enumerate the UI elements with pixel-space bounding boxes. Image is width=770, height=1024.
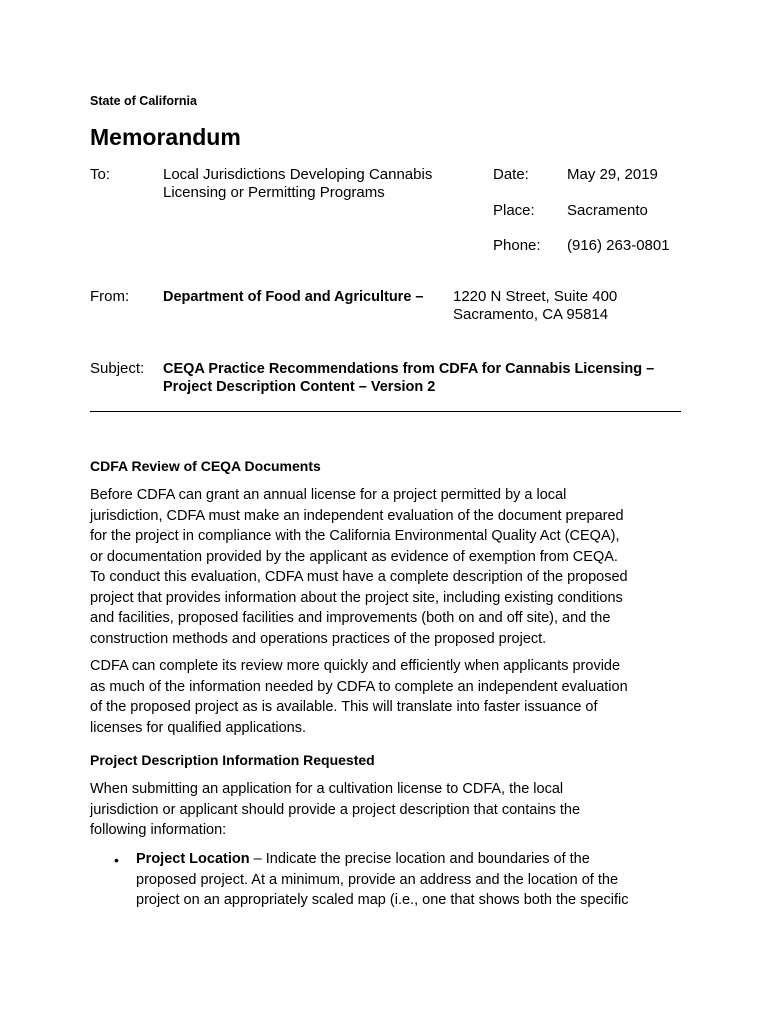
paragraph-line: jurisdiction or applicant should provide a project description that contains the: [90, 801, 581, 818]
bullet-line-1-rest: – Indicate the precise location and boundaries of the: [249, 851, 590, 867]
address-line-1: 1220 N Street, Suite 400: [453, 288, 618, 305]
bullet-term: Project Location: [136, 851, 250, 867]
bullet-line: project on an appropriately scaled map (i.e., one that shows both the specific: [136, 892, 629, 908]
paragraph-line: When submitting an application for a cultivation license to CDFA, the local: [90, 781, 564, 797]
paragraph-line: To conduct this evaluation, CDFA must have a complete description of the proposed: [90, 569, 628, 585]
bullet-line: proposed project. At a minimum, provide an address and the location of the: [136, 871, 619, 888]
paragraph-line: Before CDFA can grant an annual license for a project permitted by a local: [90, 487, 567, 503]
paragraph-line: for the project in compliance with the California Environmental Quality Act (CEQA),: [90, 528, 620, 544]
paragraph-line: jurisdiction, CDFA must make an independent evaluation of the document prepared: [90, 507, 624, 524]
paragraph-faster-review: [90, 656, 690, 738]
paragraph-line: following information:: [90, 822, 227, 838]
paragraph-line: of the proposed project as is available. This will translate into faster issuance of: [90, 699, 598, 715]
date-label: Date:: [493, 166, 529, 183]
paragraph-review-requirements: [90, 485, 690, 649]
section-heading-cdfa-review: CDFA Review of CEQA Documents: [90, 458, 321, 474]
date-value: May 29, 2019: [567, 166, 658, 183]
from-department: Department of Food and Agriculture –: [163, 289, 424, 305]
paragraph-line: as much of the information needed by CDFA to complete an independent evaluation: [90, 678, 628, 695]
section-heading-project-description: Project Description Information Requested: [90, 752, 375, 768]
address-line-2: Sacramento, CA 95814: [453, 306, 609, 323]
state-label: State of California: [90, 94, 197, 108]
paragraph-submission-instructions: [90, 779, 690, 841]
from-label: From:: [90, 288, 130, 305]
bullet-marker: •: [114, 852, 119, 868]
to-recipient-line-2: Licensing or Permitting Programs: [163, 184, 385, 201]
paragraph-line: licenses for qualified applications.: [90, 719, 307, 736]
paragraph-line: or documentation provided by the applicant as evidence of exemption from CEQA.: [90, 548, 618, 565]
place-value: Sacramento: [567, 202, 648, 219]
to-label: To:: [90, 166, 111, 183]
memo-title: Memorandum: [90, 124, 241, 150]
subject-line-1: CEQA Practice Recommendations from CDFA for Cannabis Licensing –: [163, 361, 655, 377]
place-label: Place:: [493, 202, 535, 219]
paragraph-line: construction methods and operations practices of the proposed project.: [90, 630, 547, 647]
paragraph-line: and facilities, proposed facilities and improvements (both on and off site), and the: [90, 610, 611, 626]
subject-label: Subject:: [90, 360, 145, 377]
bullet-project-location: [136, 849, 628, 911]
phone-value: (916) 263-0801: [567, 237, 670, 254]
phone-label: Phone:: [493, 237, 541, 254]
bullet-line: [136, 849, 628, 870]
paragraph-line: project that provides information about the project site, including existing conditions: [90, 589, 623, 606]
header-divider: [90, 411, 681, 412]
to-recipient-line-1: Local Jurisdictions Developing Cannabis: [163, 166, 433, 183]
subject-line-2: Project Description Content – Version 2: [163, 379, 436, 395]
paragraph-line: CDFA can complete its review more quickly and efficiently when applicants provide: [90, 658, 621, 674]
